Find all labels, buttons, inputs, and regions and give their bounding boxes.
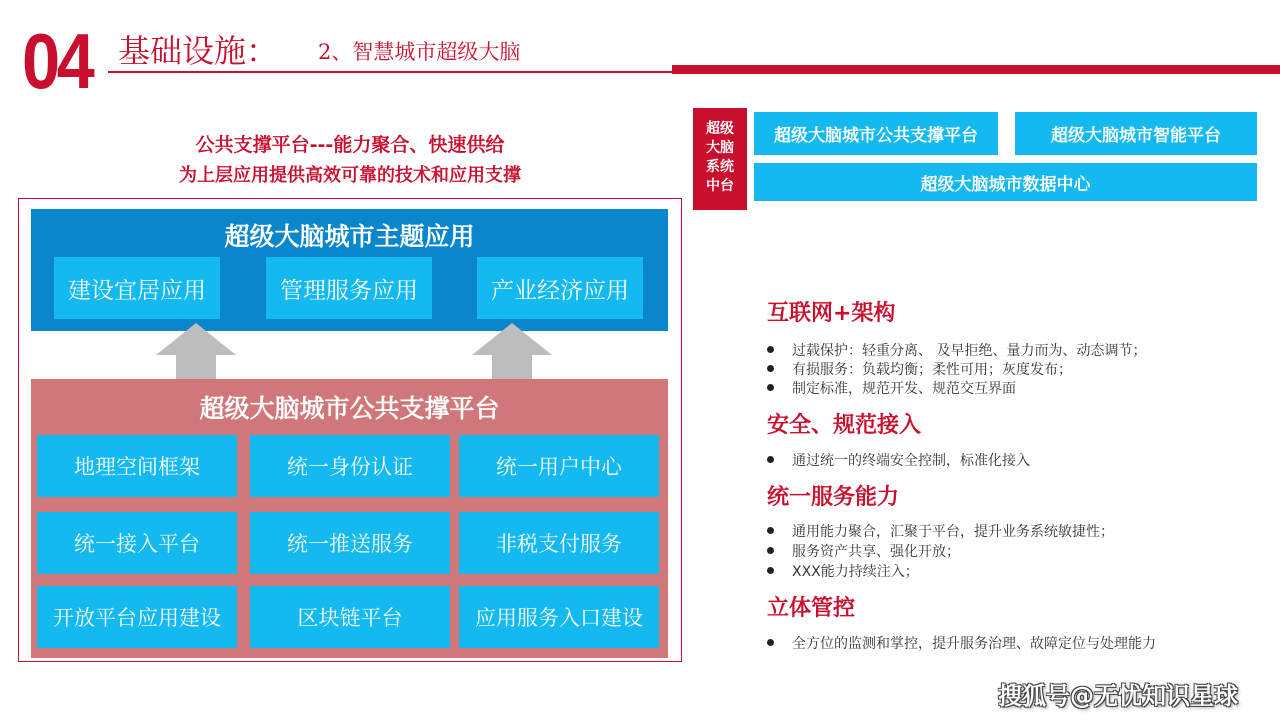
service-box: 开放平台应用建设 — [37, 586, 237, 648]
page-title: 基础设施： — [118, 32, 279, 70]
service-box: 地理空间框架 — [37, 435, 237, 497]
bullet-item — [767, 561, 919, 581]
theme-apps-band — [31, 209, 668, 331]
bullet-text: 有损服务：负载均衡；柔性可用；灰度发布； — [792, 362, 1072, 378]
caption-line-2: 为上层应用提供高效可靠的技术和应用支撑 — [179, 165, 521, 186]
service-box: 统一用户中心 — [459, 435, 659, 497]
app-box: 建设宜居应用 — [54, 257, 220, 319]
bullet-dot-icon — [767, 456, 774, 463]
label-line: 系统 — [706, 159, 734, 175]
bullet-dot-icon — [767, 547, 774, 554]
bullet-dot-icon — [767, 527, 774, 534]
theme-apps-title: 超级大脑城市主题应用 — [224, 222, 475, 251]
section-number: 04 — [22, 17, 92, 105]
section-heading: 互联网+架构 — [767, 301, 896, 326]
bullet-dot-icon — [767, 567, 774, 574]
section-heading: 立体管控 — [767, 596, 856, 621]
up-arrow-icon — [472, 323, 552, 383]
bullet-item — [767, 633, 1156, 653]
bullet-text: XXX能力持续注入； — [792, 564, 919, 580]
service-box: 非税支付服务 — [459, 512, 659, 574]
bullet-dot-icon — [767, 365, 774, 372]
platform-box-support: 超级大脑城市公共支撑平台 — [754, 112, 998, 155]
platform-box-datacenter: 超级大脑城市数据中心 — [754, 163, 1257, 201]
service-box: 统一推送服务 — [250, 512, 450, 574]
bullet-item — [767, 450, 1030, 470]
bullet-item — [767, 378, 1016, 398]
service-box: 应用服务入口建设 — [459, 586, 659, 648]
support-platform-band — [31, 379, 668, 658]
bullet-dot-icon — [767, 639, 774, 646]
watermark: 搜狐号@无忧知识星球 — [998, 682, 1238, 710]
header-divider — [108, 71, 672, 73]
bullet-text: 通用能力聚合，汇聚于平台，提升业务系统敏捷性； — [792, 524, 1114, 540]
page-subtitle: 2、智慧城市超级大脑 — [318, 40, 521, 64]
up-arrow-icon — [156, 323, 236, 383]
section-heading: 安全、规范接入 — [767, 413, 922, 438]
bullet-item — [767, 359, 1072, 379]
bullet-item — [767, 340, 1146, 360]
section-heading: 统一服务能力 — [767, 485, 900, 510]
bullet-text: 全方位的监测和掌控，提升服务治理、故障定位与处理能力 — [792, 636, 1156, 652]
platform-box-intelligent: 超级大脑城市智能平台 — [1015, 112, 1257, 155]
bullet-text: 服务资产共享、强化开放； — [792, 544, 960, 560]
service-box: 统一接入平台 — [37, 512, 237, 574]
bullet-item — [767, 521, 1114, 541]
service-box: 区块链平台 — [250, 586, 450, 648]
header-bar — [672, 65, 1280, 74]
service-box: 统一身份认证 — [250, 435, 450, 497]
bullet-text: 过载保护：轻重分离、 及早拒绝、量力而为、动态调节； — [792, 343, 1147, 359]
label-line: 大脑 — [706, 140, 734, 156]
bullet-dot-icon — [767, 346, 774, 353]
support-platform-title: 超级大脑城市公共支撑平台 — [199, 394, 500, 423]
bullet-text: 通过统一的终端安全控制，标准化接入 — [792, 453, 1030, 469]
app-box: 产业经济应用 — [477, 257, 643, 319]
bullet-text: 制定标准，规范开发、规范交互界面 — [792, 381, 1016, 397]
middle-platform-label — [693, 108, 747, 210]
label-line: 超级 — [706, 121, 734, 137]
bullet-dot-icon — [767, 384, 774, 391]
label-line: 中台 — [706, 178, 734, 194]
caption-line-1: 公共支撑平台---能力聚合、快速供给 — [195, 134, 505, 156]
bullet-item — [767, 541, 960, 561]
app-box: 管理服务应用 — [266, 257, 432, 319]
